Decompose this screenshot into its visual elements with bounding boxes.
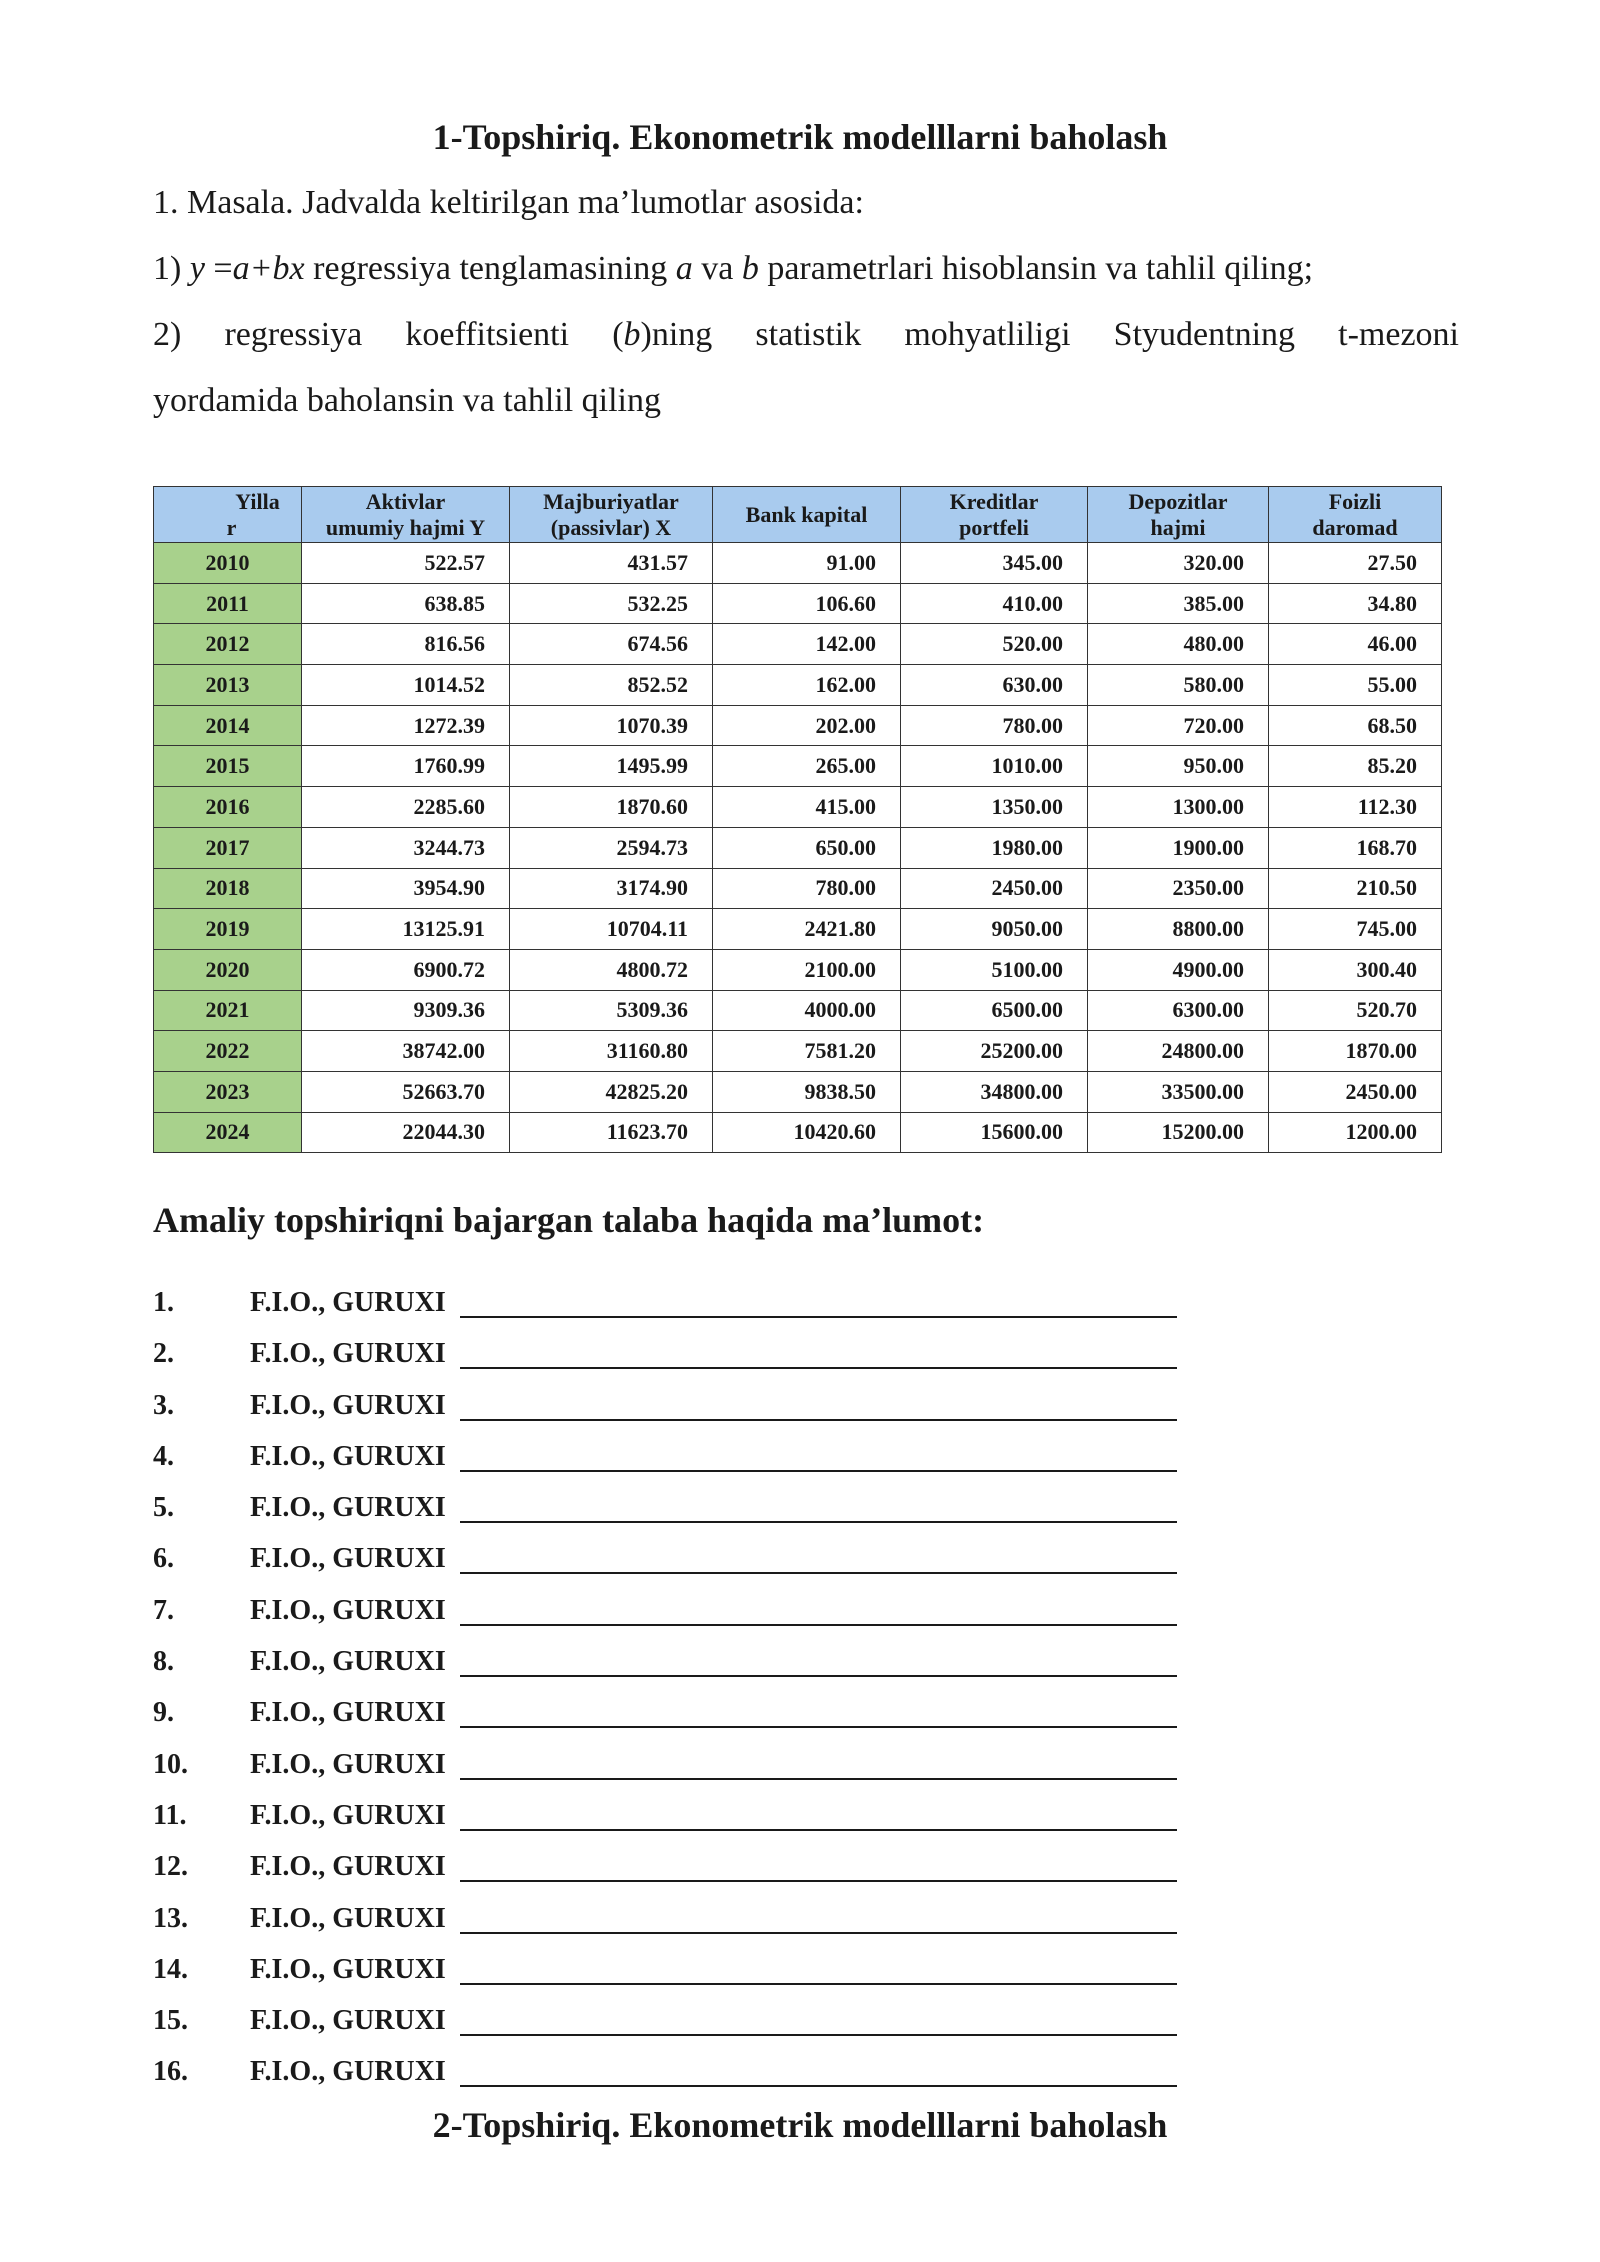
student-entry	[153, 2001, 1253, 2052]
student-entry	[153, 1334, 1253, 1385]
value-cell: 10704.11	[510, 909, 713, 950]
value-cell: 34800.00	[901, 1071, 1088, 1112]
table-row	[154, 990, 1442, 1031]
year-cell: 2017	[154, 827, 302, 868]
value-cell: 68.50	[1269, 705, 1442, 746]
value-cell: 1350.00	[901, 787, 1088, 828]
value-cell: 3174.90	[510, 868, 713, 909]
student-entry	[153, 1847, 1253, 1898]
table-row	[154, 1031, 1442, 1072]
value-cell: 630.00	[901, 665, 1088, 706]
entry-blank-line	[460, 2085, 1177, 2087]
year-cell: 2013	[154, 665, 302, 706]
year-cell: 2015	[154, 746, 302, 787]
table-row	[154, 705, 1442, 746]
header-interest-income: Foizli daromad	[1269, 487, 1442, 543]
table-row	[154, 543, 1442, 584]
value-cell: 265.00	[713, 746, 901, 787]
entry-blank-line	[460, 1624, 1177, 1626]
entry-number: 9.	[153, 1697, 174, 1729]
entry-number: 13.	[153, 1902, 188, 1934]
value-cell: 2100.00	[713, 949, 901, 990]
value-cell: 1300.00	[1088, 787, 1269, 828]
value-cell: 522.57	[302, 543, 510, 584]
entry-number: 16.	[153, 2056, 188, 2088]
value-cell: 4900.00	[1088, 949, 1269, 990]
value-cell: 1495.99	[510, 746, 713, 787]
entry-blank-line	[460, 1419, 1177, 1421]
header-assets: Aktivlar umumiy hajmi Y	[302, 487, 510, 543]
student-entry	[153, 1386, 1253, 1437]
table-row	[154, 624, 1442, 665]
entry-blank-line	[460, 2034, 1177, 2036]
table-row	[154, 1112, 1442, 1153]
value-cell: 6300.00	[1088, 990, 1269, 1031]
value-cell: 1200.00	[1269, 1112, 1442, 1153]
value-cell: 1760.99	[302, 746, 510, 787]
value-cell: 9838.50	[713, 1071, 901, 1112]
value-cell: 42825.20	[510, 1071, 713, 1112]
var-y: y	[189, 250, 205, 287]
value-cell: 4800.72	[510, 949, 713, 990]
value-cell: 638.85	[302, 583, 510, 624]
value-cell: 385.00	[1088, 583, 1269, 624]
year-cell: 2021	[154, 990, 302, 1031]
entry-number: 3.	[153, 1389, 174, 1421]
student-info-heading: Amaliy topshiriqni bajargan talaba haqida ma’lumot:	[153, 1200, 985, 1240]
year-cell: 2018	[154, 868, 302, 909]
value-cell: 7581.20	[713, 1031, 901, 1072]
value-cell: 5309.36	[510, 990, 713, 1031]
student-entry	[153, 1745, 1253, 1796]
value-cell: 106.60	[713, 583, 901, 624]
value-cell: 15600.00	[901, 1112, 1088, 1153]
value-cell: 8800.00	[1088, 909, 1269, 950]
value-cell: 9309.36	[302, 990, 510, 1031]
header-liabilities: Majburiyatlar (passivlar) X	[510, 487, 713, 543]
student-entry	[153, 1437, 1253, 1488]
student-entry	[153, 1539, 1253, 1590]
student-entry	[153, 1642, 1253, 1693]
entry-blank-line	[460, 1470, 1177, 1472]
header-year: Yilla r	[154, 487, 302, 543]
value-cell: 2421.80	[713, 909, 901, 950]
var-a: a	[675, 250, 693, 287]
value-cell: 142.00	[713, 624, 901, 665]
entry-label: F.I.O., GURUXI	[250, 1748, 446, 1780]
value-cell: 1014.52	[302, 665, 510, 706]
table-row	[154, 583, 1442, 624]
entry-number: 11.	[153, 1799, 187, 1831]
entry-blank-line	[460, 1983, 1177, 1985]
entry-blank-line	[460, 1778, 1177, 1780]
year-cell: 2014	[154, 705, 302, 746]
entry-blank-line	[460, 1932, 1177, 1934]
entry-blank-line	[460, 1675, 1177, 1677]
entry-number: 10.	[153, 1748, 188, 1780]
value-cell: 2450.00	[901, 868, 1088, 909]
equation-rhs: a+bx	[232, 250, 305, 287]
var-b: b	[623, 316, 641, 353]
year-cell: 2019	[154, 909, 302, 950]
value-cell: 6900.72	[302, 949, 510, 990]
value-cell: 520.00	[901, 624, 1088, 665]
entry-label: F.I.O., GURUXI	[250, 2005, 446, 2037]
entry-label: F.I.O., GURUXI	[250, 1594, 446, 1626]
entry-label: F.I.O., GURUXI	[250, 1953, 446, 1985]
table-row	[154, 746, 1442, 787]
year-cell: 2024	[154, 1112, 302, 1153]
student-entry	[153, 2052, 1253, 2103]
student-entry	[153, 1950, 1253, 2001]
entry-label: F.I.O., GURUXI	[250, 1440, 446, 1472]
table-row	[154, 665, 1442, 706]
header-deposits: Depozitlar hajmi	[1088, 487, 1269, 543]
header-bank-capital: Bank kapital	[713, 487, 901, 543]
entry-label: F.I.O., GURUXI	[250, 1389, 446, 1421]
task-2-title: 2-Topshiriq. Ekonometrik modelllarni baholash	[432, 2105, 1168, 2145]
value-cell: 520.70	[1269, 990, 1442, 1031]
bank-data-table	[153, 486, 1442, 1153]
table-row	[154, 868, 1442, 909]
year-cell: 2016	[154, 787, 302, 828]
entry-label: F.I.O., GURUXI	[250, 1799, 446, 1831]
entry-number: 6.	[153, 1543, 174, 1575]
student-entry	[153, 1591, 1253, 1642]
entry-label: F.I.O., GURUXI	[250, 1338, 446, 1370]
value-cell: 31160.80	[510, 1031, 713, 1072]
value-cell: 950.00	[1088, 746, 1269, 787]
value-cell: 852.52	[510, 665, 713, 706]
value-cell: 9050.00	[901, 909, 1088, 950]
entry-blank-line	[460, 1316, 1177, 1318]
entry-blank-line	[460, 1726, 1177, 1728]
value-cell: 1870.00	[1269, 1031, 1442, 1072]
entry-number: 15.	[153, 2005, 188, 2037]
value-cell: 6500.00	[901, 990, 1088, 1031]
value-cell: 580.00	[1088, 665, 1269, 706]
value-cell: 1980.00	[901, 827, 1088, 868]
value-cell: 34.80	[1269, 583, 1442, 624]
value-cell: 2350.00	[1088, 868, 1269, 909]
entry-blank-line	[460, 1829, 1177, 1831]
value-cell: 4000.00	[713, 990, 901, 1031]
entry-blank-line	[460, 1880, 1177, 1882]
var-b: b	[741, 250, 759, 287]
value-cell: 410.00	[901, 583, 1088, 624]
value-cell: 33500.00	[1088, 1071, 1269, 1112]
value-cell: 55.00	[1269, 665, 1442, 706]
entry-label: F.I.O., GURUXI	[250, 1851, 446, 1883]
entry-label: F.I.O., GURUXI	[250, 1287, 446, 1318]
value-cell: 816.56	[302, 624, 510, 665]
value-cell: 24800.00	[1088, 1031, 1269, 1072]
value-cell: 650.00	[713, 827, 901, 868]
problem-item-2-line-1: 2) regressiya koeffitsienti (b)ning statistik mohyatliligi Styudentning t-mezoni	[153, 316, 1459, 353]
student-entry	[153, 1796, 1253, 1847]
entry-number: 5.	[153, 1492, 174, 1524]
entry-number: 2.	[153, 1338, 174, 1370]
value-cell: 46.00	[1269, 624, 1442, 665]
header-loan-portfolio: Kreditlar portfeli	[901, 487, 1088, 543]
value-cell: 1070.39	[510, 705, 713, 746]
value-cell: 431.57	[510, 543, 713, 584]
value-cell: 1870.60	[510, 787, 713, 828]
value-cell: 300.40	[1269, 949, 1442, 990]
value-cell: 162.00	[713, 665, 901, 706]
value-cell: 1272.39	[302, 705, 510, 746]
value-cell: 5100.00	[901, 949, 1088, 990]
task-1-title: 1-Topshiriq. Ekonometrik modelllarni baholash	[432, 117, 1168, 157]
table-body	[154, 543, 1442, 1153]
value-cell: 168.70	[1269, 827, 1442, 868]
value-cell: 13125.91	[302, 909, 510, 950]
value-cell: 345.00	[901, 543, 1088, 584]
student-list	[153, 1283, 1253, 2104]
entry-number: 8.	[153, 1646, 174, 1678]
problem-intro: 1. Masala. Jadvalda keltirilgan ma’lumotlar asosida:	[153, 184, 864, 221]
student-entry	[153, 1899, 1253, 1950]
year-cell: 2010	[154, 543, 302, 584]
value-cell: 780.00	[713, 868, 901, 909]
entry-blank-line	[460, 1572, 1177, 1574]
entry-label: F.I.O., GURUXI	[250, 1646, 446, 1678]
value-cell: 1010.00	[901, 746, 1088, 787]
entry-label: F.I.O., GURUXI	[250, 1492, 446, 1524]
value-cell: 320.00	[1088, 543, 1269, 584]
value-cell: 3954.90	[302, 868, 510, 909]
year-cell: 2022	[154, 1031, 302, 1072]
table-row	[154, 909, 1442, 950]
entry-number: 14.	[153, 1953, 188, 1985]
year-cell: 2011	[154, 583, 302, 624]
value-cell: 210.50	[1269, 868, 1442, 909]
student-entry	[153, 1488, 1253, 1539]
value-cell: 15200.00	[1088, 1112, 1269, 1153]
value-cell: 25200.00	[901, 1031, 1088, 1072]
entry-label: F.I.O., GURUXI	[250, 1543, 446, 1575]
table-row	[154, 1071, 1442, 1112]
value-cell: 202.00	[713, 705, 901, 746]
value-cell: 2285.60	[302, 787, 510, 828]
value-cell: 52663.70	[302, 1071, 510, 1112]
problem-item-1: 1) y =a+bx regressiya tenglamasining a va b parametrlari hisoblansin va tahlil qiling;	[153, 250, 1314, 287]
table-row	[154, 949, 1442, 990]
value-cell: 85.20	[1269, 746, 1442, 787]
value-cell: 11623.70	[510, 1112, 713, 1153]
value-cell: 720.00	[1088, 705, 1269, 746]
table-header-row	[154, 487, 1442, 543]
value-cell: 112.30	[1269, 787, 1442, 828]
value-cell: 3244.73	[302, 827, 510, 868]
year-cell: 2012	[154, 624, 302, 665]
value-cell: 415.00	[713, 787, 901, 828]
value-cell: 480.00	[1088, 624, 1269, 665]
year-cell: 2020	[154, 949, 302, 990]
value-cell: 674.56	[510, 624, 713, 665]
value-cell: 1900.00	[1088, 827, 1269, 868]
value-cell: 745.00	[1269, 909, 1442, 950]
value-cell: 532.25	[510, 583, 713, 624]
value-cell: 2450.00	[1269, 1071, 1442, 1112]
student-entry	[153, 1283, 1253, 1334]
entry-number: 7.	[153, 1594, 174, 1626]
entry-blank-line	[460, 1367, 1177, 1369]
entry-number: 4.	[153, 1440, 174, 1472]
problem-item-2-line-2: yordamida baholansin va tahlil qiling	[153, 382, 662, 419]
problem-statement	[153, 170, 1459, 434]
table-row	[154, 787, 1442, 828]
entry-number: 12.	[153, 1851, 188, 1883]
table-row	[154, 827, 1442, 868]
entry-label: F.I.O., GURUXI	[250, 1902, 446, 1934]
student-entry	[153, 1693, 1253, 1744]
value-cell: 10420.60	[713, 1112, 901, 1153]
value-cell: 780.00	[901, 705, 1088, 746]
value-cell: 38742.00	[302, 1031, 510, 1072]
year-cell: 2023	[154, 1071, 302, 1112]
entry-blank-line	[460, 1521, 1177, 1523]
value-cell: 27.50	[1269, 543, 1442, 584]
value-cell: 2594.73	[510, 827, 713, 868]
value-cell: 91.00	[713, 543, 901, 584]
value-cell: 22044.30	[302, 1112, 510, 1153]
entry-label: F.I.O., GURUXI	[250, 1697, 446, 1729]
entry-number: 1.	[153, 1287, 174, 1318]
entry-label: F.I.O., GURUXI	[250, 2056, 446, 2088]
